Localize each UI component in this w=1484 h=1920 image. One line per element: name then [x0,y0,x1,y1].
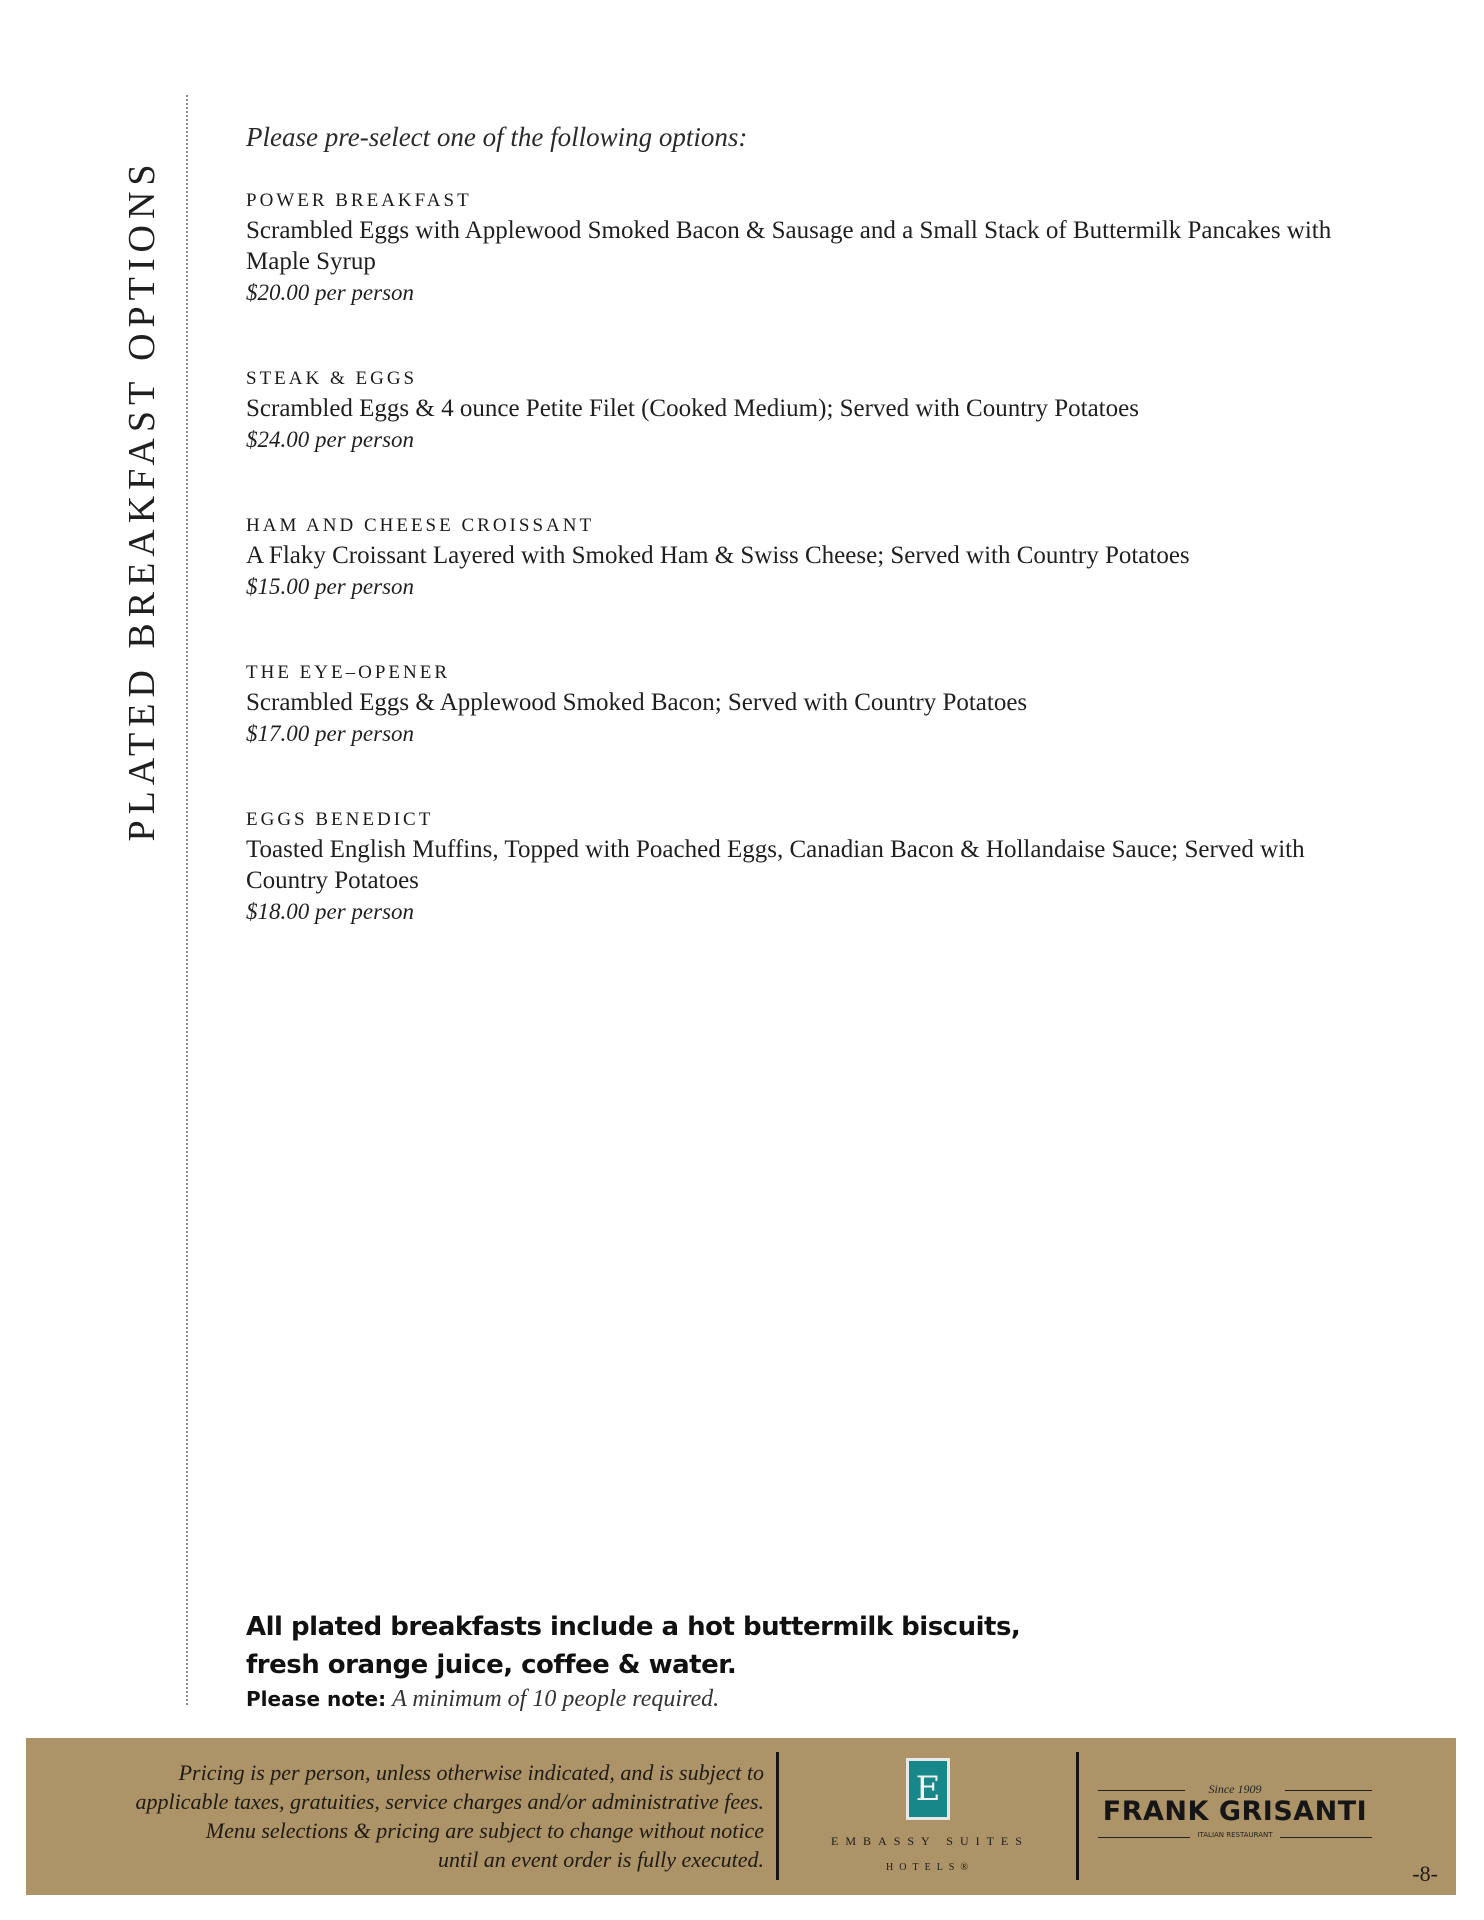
frank-grisanti-since: Since 1909 [1185,1782,1285,1797]
menu-item-name: EGGS BENEDICT [246,809,434,830]
disclaimer-line: until an event order is fully executed. [437,1847,764,1872]
menu-item-description: Scrambled Eggs & 4 ounce Petite Filet (Cooked Medium); Served with Country Potatoes [246,395,1139,422]
note-text: A minimum of 10 people required. [392,1686,720,1712]
menu-item [246,189,1386,309]
footer-band [26,1738,1456,1895]
intro-text: Please pre-select one of the following options: [246,122,748,152]
section-title: PLATED BREAKFAST OPTIONS [121,158,163,842]
note-label: Please note: [246,1687,387,1711]
menu-item [246,514,1386,603]
page-number: -8- [1412,1861,1438,1886]
inclusions-note [246,1608,1046,1713]
menu-item-name: HAM AND CHEESE CROISSANT [246,515,595,536]
disclaimer-line: Menu selections & pricing are subject to change without notice [205,1818,764,1843]
menu-item-price: $20.00 per person [246,280,415,305]
menu-item-description: Scrambled Eggs & Applewood Smoked Bacon; Served with Country Potatoes [246,689,1028,716]
menu-item [246,808,1386,928]
pricing-disclaimer [44,1758,764,1874]
inclusions-line-1: All plated breakfasts include a hot buttermilk biscuits, [246,1612,1021,1642]
frank-grisanti-logo: FRANK GRISANTI [1102,1796,1368,1827]
menu-item-price: $15.00 per person [246,574,415,599]
menu-item-description: Toasted English Muffins, Topped with Poached Eggs, Canadian Bacon & Hollandaise Sauce; Served with Country Potatoes [246,836,1305,894]
minimum-note [246,1686,1046,1713]
menu-content [246,122,1386,986]
frank-grisanti-subtitle: ITALIAN RESTAURANT [1190,1831,1280,1839]
footer-divider [1076,1752,1079,1880]
menu-item-name: POWER BREAKFAST [246,190,472,211]
embassy-suites-subtitle: HOTELS® [886,1862,974,1873]
disclaimer-line: Pricing is per person, unless otherwise indicated, and is subject to [178,1760,764,1785]
disclaimer-line: applicable taxes, gratuities, service charges and/or administrative fees. [135,1789,764,1814]
menu-item-name: STEAK & EGGS [246,368,418,389]
inclusions-line-2: fresh orange juice, coffee & water. [246,1650,737,1680]
embassy-suites-logo-icon [906,1758,950,1820]
menu-item-price: $18.00 per person [246,899,415,924]
menu-item-description: A Flaky Croissant Layered with Smoked Ham & Swiss Cheese; Served with Country Potatoes [246,542,1190,569]
menu-item-price: $24.00 per person [246,427,415,452]
menu-item [246,367,1386,456]
menu-item-price: $17.00 per person [246,721,415,746]
embassy-suites-wordmark: EMBASSY SUITES [831,1834,1029,1848]
menu-item-name: THE EYE–OPENER [246,662,451,683]
embassy-logo-letter: E [915,1769,941,1809]
menu-item-description: Scrambled Eggs with Applewood Smoked Bacon & Sausage and a Small Stack of Buttermilk Pancakes with Maple Syrup [246,217,1332,275]
dotted-divider [186,95,188,1705]
menu-item [246,661,1386,750]
footer-divider [776,1752,779,1880]
